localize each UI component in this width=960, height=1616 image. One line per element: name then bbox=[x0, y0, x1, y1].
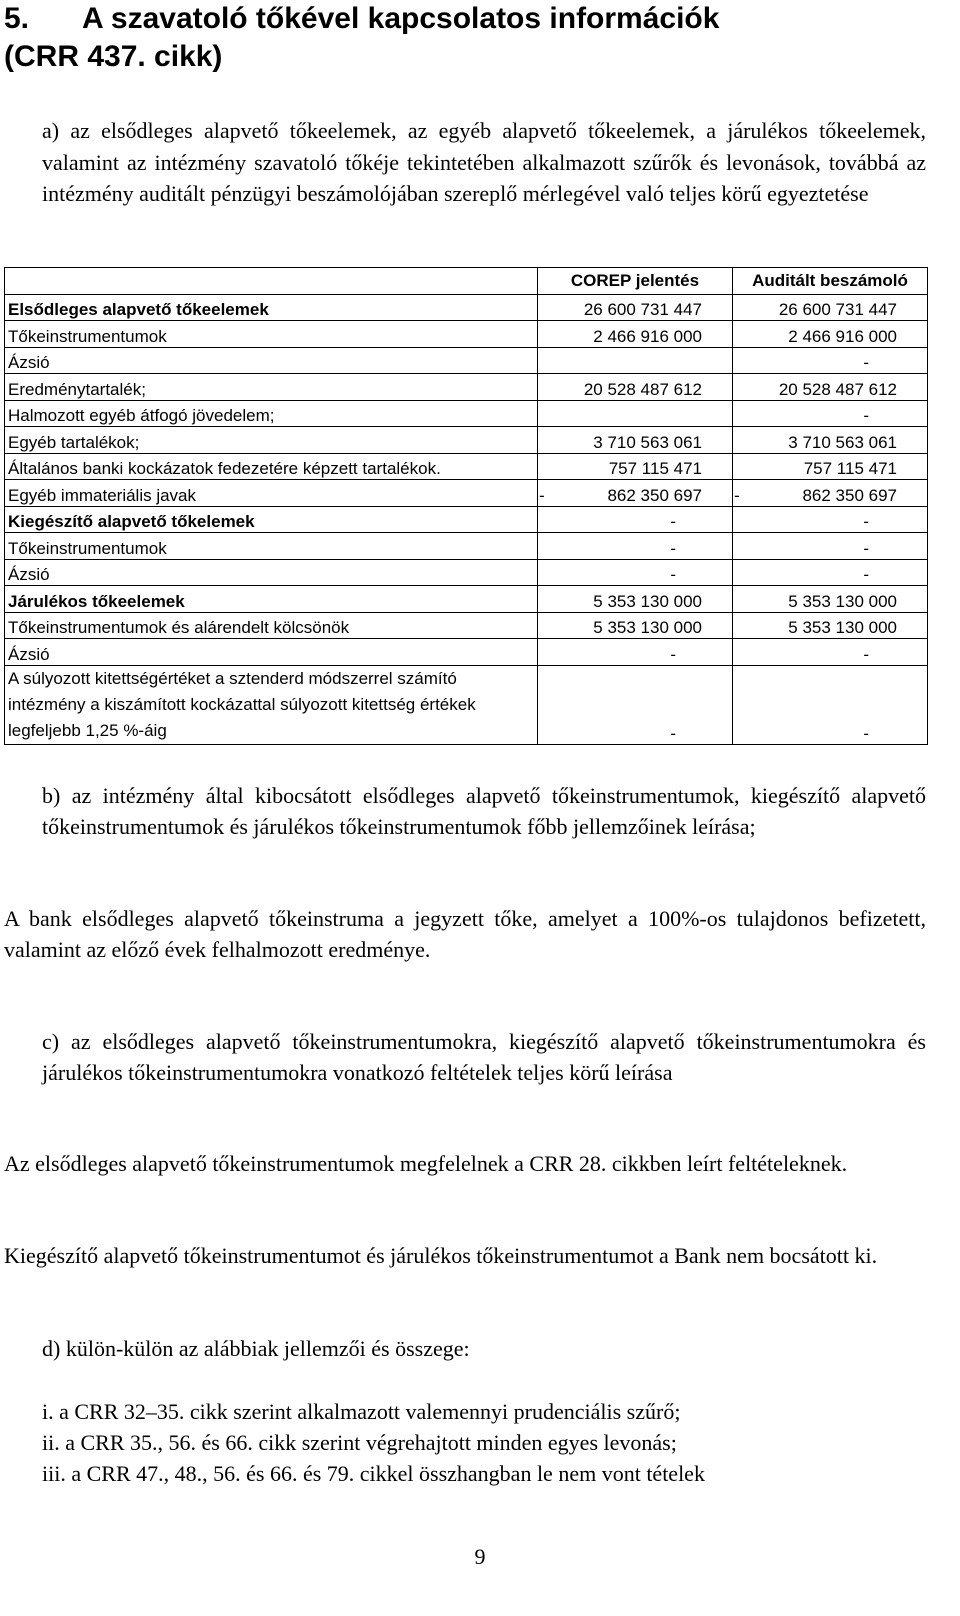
header-corep: COREP jelentés bbox=[538, 268, 733, 295]
audit-value bbox=[733, 559, 928, 586]
cell-value: - bbox=[670, 644, 676, 664]
corep-value bbox=[538, 321, 733, 348]
table-row bbox=[5, 506, 928, 533]
audit-value bbox=[733, 374, 928, 401]
cell-value: - bbox=[863, 538, 869, 558]
audit-value bbox=[733, 639, 928, 666]
cell-value: - bbox=[670, 512, 676, 531]
audit-value bbox=[733, 347, 928, 374]
row-label: A súlyozott kitettségértéket a sztenderd módszerrel számító intézmény a kiszámított kockázattal súlyozott kitettség értékek legfeljebb 1,25 %-áig bbox=[5, 665, 538, 744]
corep-value bbox=[538, 586, 733, 613]
table-row bbox=[5, 639, 928, 666]
corep-value bbox=[538, 533, 733, 560]
row-label: Ázsió bbox=[5, 639, 538, 666]
header-label-col bbox=[5, 268, 538, 295]
paragraph-b: A bank elsődleges alapvető tőkeinstruma a jegyzett tőke, amelyet a 100%-os tulajdonos befizetett, valamint az előző évek felhalmozott eredménye. bbox=[4, 906, 926, 962]
cell-value: 862 350 697 bbox=[607, 485, 702, 505]
table-row bbox=[5, 294, 928, 321]
audit-value bbox=[733, 480, 928, 507]
negative-sign: - bbox=[734, 485, 740, 505]
table-row bbox=[5, 400, 928, 427]
cell-value: - bbox=[670, 565, 676, 584]
row-label: Elsődleges alapvető tőkeelemek bbox=[5, 294, 538, 321]
corep-value bbox=[538, 294, 733, 321]
cell-value: - bbox=[863, 353, 869, 372]
corep-value bbox=[538, 639, 733, 666]
audit-value bbox=[733, 400, 928, 427]
row-label: Egyéb immateriális javak bbox=[5, 480, 538, 507]
item-a-text: a) az elsődleges alapvető tőkeelemek, az egyéb alapvető tőkeelemek, a járulékos tőkeelemek, valamint az intézmény szavatoló tőkéje tekintetében alkalmazott szűrők és levonások, továbbá az intézmény auditált pénzügyi beszámolójában szereplő mérlegével való teljes körű egyeztetése bbox=[42, 118, 926, 206]
table-row bbox=[5, 374, 928, 401]
audit-value bbox=[733, 506, 928, 533]
row-label: Általános banki kockázatok fedezetére képzett tartalékok. bbox=[5, 453, 538, 480]
row-label: Eredménytartalék; bbox=[5, 374, 538, 401]
cell-value: 20 528 487 612 bbox=[583, 379, 702, 399]
audit-value bbox=[733, 321, 928, 348]
item-d-list bbox=[42, 1396, 932, 1489]
section-title-line2: (CRR 437. cikk) bbox=[4, 40, 223, 73]
table-row bbox=[5, 453, 928, 480]
table-body bbox=[5, 294, 928, 744]
table-row bbox=[5, 612, 928, 639]
list-item: iii. a CRR 47., 48., 56. és 66. és 79. cikkel összhangban le nem vont tételek bbox=[42, 1461, 705, 1486]
table-row bbox=[5, 665, 928, 744]
cell-value: - bbox=[863, 723, 869, 743]
cell-value: 5 353 130 000 bbox=[788, 591, 897, 611]
table-row bbox=[5, 480, 928, 507]
page-number: 9 bbox=[474, 1544, 486, 1569]
row-label: Tőkeinstrumentumok bbox=[5, 321, 538, 348]
corep-value bbox=[538, 374, 733, 401]
item-c-text: c) az elsődleges alapvető tőkeinstrumentumokra, kiegészítő alapvető tőkeinstrumentumokra és járulékos tőkeinstrumentumokra vonatkozó feltételek teljes körű leírása bbox=[42, 1029, 926, 1085]
cell-value: 757 115 471 bbox=[803, 459, 897, 478]
cell-value: 2 466 916 000 bbox=[593, 326, 702, 346]
audit-value bbox=[733, 586, 928, 613]
audit-value bbox=[733, 612, 928, 639]
row-label: Tőkeinstrumentumok és alárendelt kölcsönök bbox=[5, 612, 538, 639]
row-label: Kiegészítő alapvető tőkelemek bbox=[5, 506, 538, 533]
cell-value: 5 353 130 000 bbox=[788, 618, 897, 637]
corep-value bbox=[538, 559, 733, 586]
section-title-line1: A szavatoló tőkével kapcsolatos információk bbox=[82, 2, 720, 35]
table-row bbox=[5, 347, 928, 374]
cell-value: - bbox=[863, 512, 869, 531]
row-label: Tőkeinstrumentumok bbox=[5, 533, 538, 560]
cell-value: - bbox=[670, 723, 676, 743]
corep-value bbox=[538, 506, 733, 533]
section-heading bbox=[4, 0, 944, 76]
row-label: Ázsió bbox=[5, 559, 538, 586]
section-number: 5. bbox=[4, 2, 30, 35]
cell-value: 862 350 697 bbox=[802, 485, 897, 505]
cell-value: - bbox=[670, 538, 676, 558]
corep-value bbox=[538, 400, 733, 427]
cell-value: 3 710 563 061 bbox=[593, 432, 702, 452]
cell-value: - bbox=[863, 565, 869, 584]
cell-value: 5 353 130 000 bbox=[593, 591, 702, 611]
cell-value: 3 710 563 061 bbox=[788, 432, 897, 452]
cell-value: 20 528 487 612 bbox=[778, 379, 897, 399]
negative-sign: - bbox=[539, 485, 545, 505]
cell-value: - bbox=[863, 644, 869, 664]
table-row bbox=[5, 586, 928, 613]
header-audit: Auditált beszámoló bbox=[733, 268, 928, 295]
audit-value bbox=[733, 453, 928, 480]
item-d-text: d) külön-külön az alábbiak jellemzői és összege: bbox=[42, 1336, 470, 1361]
reconciliation-table bbox=[4, 267, 928, 745]
cell-value: 26 600 731 447 bbox=[778, 300, 897, 319]
audit-value bbox=[733, 665, 928, 744]
cell-value: 5 353 130 000 bbox=[593, 618, 702, 637]
audit-value bbox=[733, 533, 928, 560]
list-item: i. a CRR 32–35. cikk szerint alkalmazott valemennyi prudenciális szűrő; bbox=[42, 1399, 681, 1424]
corep-value bbox=[538, 427, 733, 454]
row-label: Járulékos tőkeelemek bbox=[5, 586, 538, 613]
cell-value: 757 115 471 bbox=[608, 459, 702, 478]
corep-value bbox=[538, 612, 733, 639]
table-row bbox=[5, 533, 928, 560]
list-item: ii. a CRR 35., 56. és 66. cikk szerint végrehajtott minden egyes levonás; bbox=[42, 1430, 677, 1455]
paragraph-c1: Az elsődleges alapvető tőkeinstrumentumok megfelelnek a CRR 28. cikkben leírt feltételeknek. bbox=[4, 1151, 848, 1176]
table-row bbox=[5, 427, 928, 454]
cell-value: - bbox=[863, 406, 869, 425]
row-label: Ázsió bbox=[5, 347, 538, 374]
paragraph-c2: Kiegészítő alapvető tőkeinstrumentumot és járulékos tőkeinstrumentumot a Bank nem bocsátott ki. bbox=[4, 1243, 878, 1268]
row-label: Halmozott egyéb átfogó jövedelem; bbox=[5, 400, 538, 427]
corep-value bbox=[538, 453, 733, 480]
cell-value: 2 466 916 000 bbox=[788, 326, 897, 346]
corep-value bbox=[538, 347, 733, 374]
audit-value bbox=[733, 294, 928, 321]
table-row bbox=[5, 321, 928, 348]
audit-value bbox=[733, 427, 928, 454]
table-header-row bbox=[5, 268, 928, 295]
corep-value bbox=[538, 665, 733, 744]
row-label: Egyéb tartalékok; bbox=[5, 427, 538, 454]
cell-value: 26 600 731 447 bbox=[583, 300, 702, 319]
table-row bbox=[5, 559, 928, 586]
corep-value bbox=[538, 480, 733, 507]
item-b-text: b) az intézmény által kibocsátott elsődleges alapvető tőkeinstrumentumok, kiegészítő alapvető tőkeinstrumentumok és járulékos tőkeinstrumentumok főbb jellemzőinek leírása; bbox=[42, 783, 926, 839]
